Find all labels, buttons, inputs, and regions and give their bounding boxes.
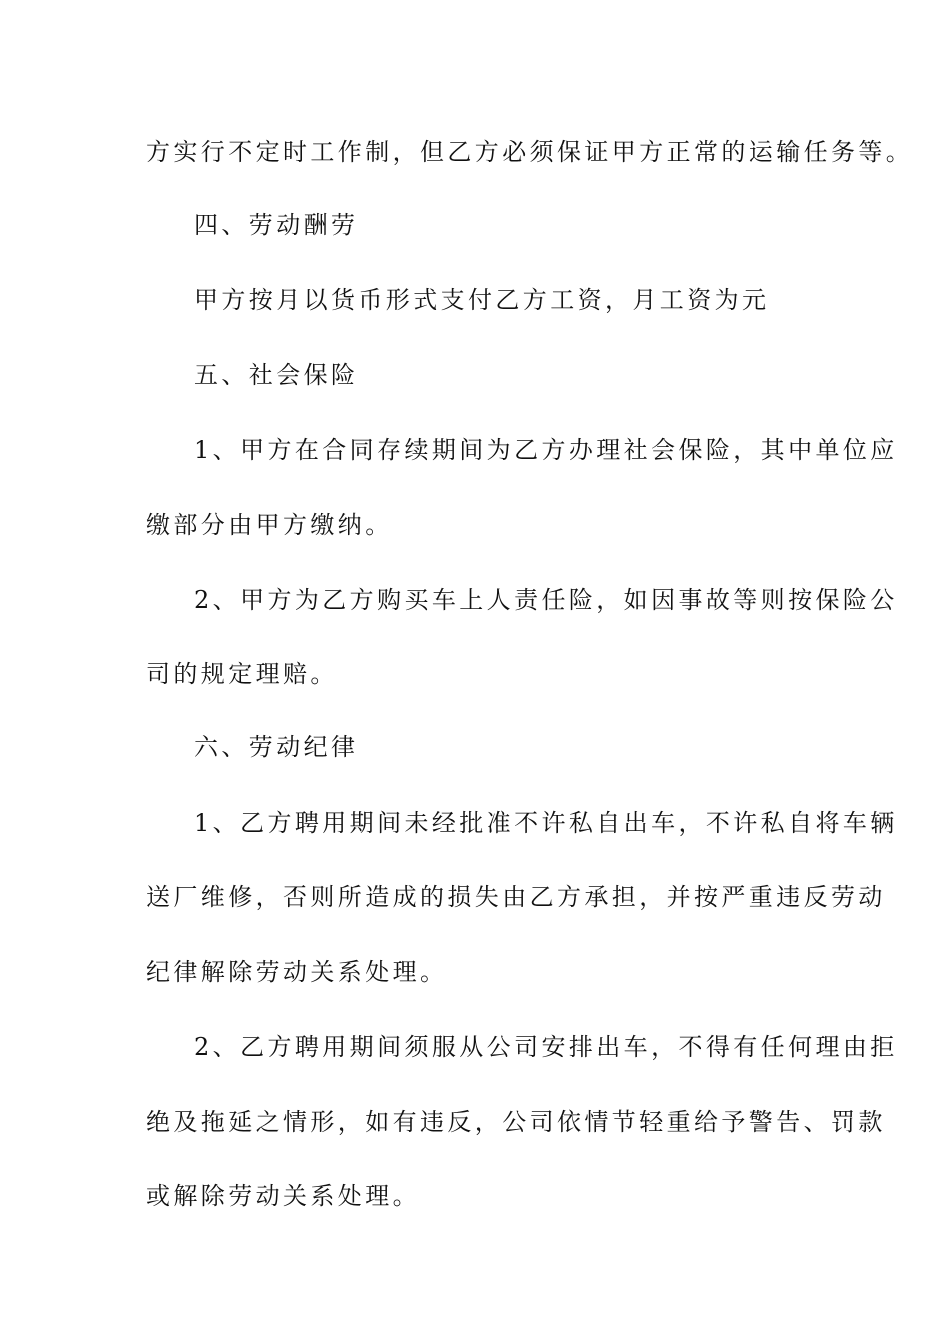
paragraph-continuation-line: 司的规定理赔。 [146, 660, 338, 688]
paragraph-continuation-line: 缴部分由甲方缴纳。 [146, 511, 393, 539]
section-heading-4: 四、劳动酬劳 [194, 211, 359, 239]
paragraph-continuation-line: 送厂维修，否则所造成的损失由乙方承担，并按严重违反劳动 [146, 883, 886, 911]
paragraph-continuation-line: 方实行不定时工作制，但乙方必须保证甲方正常的运输任务等。 [146, 138, 914, 166]
paragraph-line: 2、甲方为乙方购买车上人责任险，如因事故等则按保险公 [194, 586, 898, 614]
section-heading-6: 六、劳动纪律 [194, 733, 359, 761]
paragraph-continuation-line: 绝及拖延之情形，如有违反，公司依情节轻重给予警告、罚款 [146, 1108, 886, 1136]
paragraph-line: 甲方按月以货币形式支付乙方工资，月工资为元 [194, 286, 770, 314]
paragraph-line: 1、乙方聘用期间未经批准不许私自出车，不许私自将车辆 [194, 809, 898, 837]
section-heading-5: 五、社会保险 [194, 361, 359, 389]
paragraph-continuation-line: 或解除劳动关系处理。 [146, 1182, 420, 1210]
paragraph-continuation-line: 纪律解除劳动关系处理。 [146, 958, 448, 986]
paragraph-line: 1、甲方在合同存续期间为乙方办理社会保险，其中单位应 [194, 436, 898, 464]
paragraph-line: 2、乙方聘用期间须服从公司安排出车，不得有任何理由拒 [194, 1033, 898, 1061]
